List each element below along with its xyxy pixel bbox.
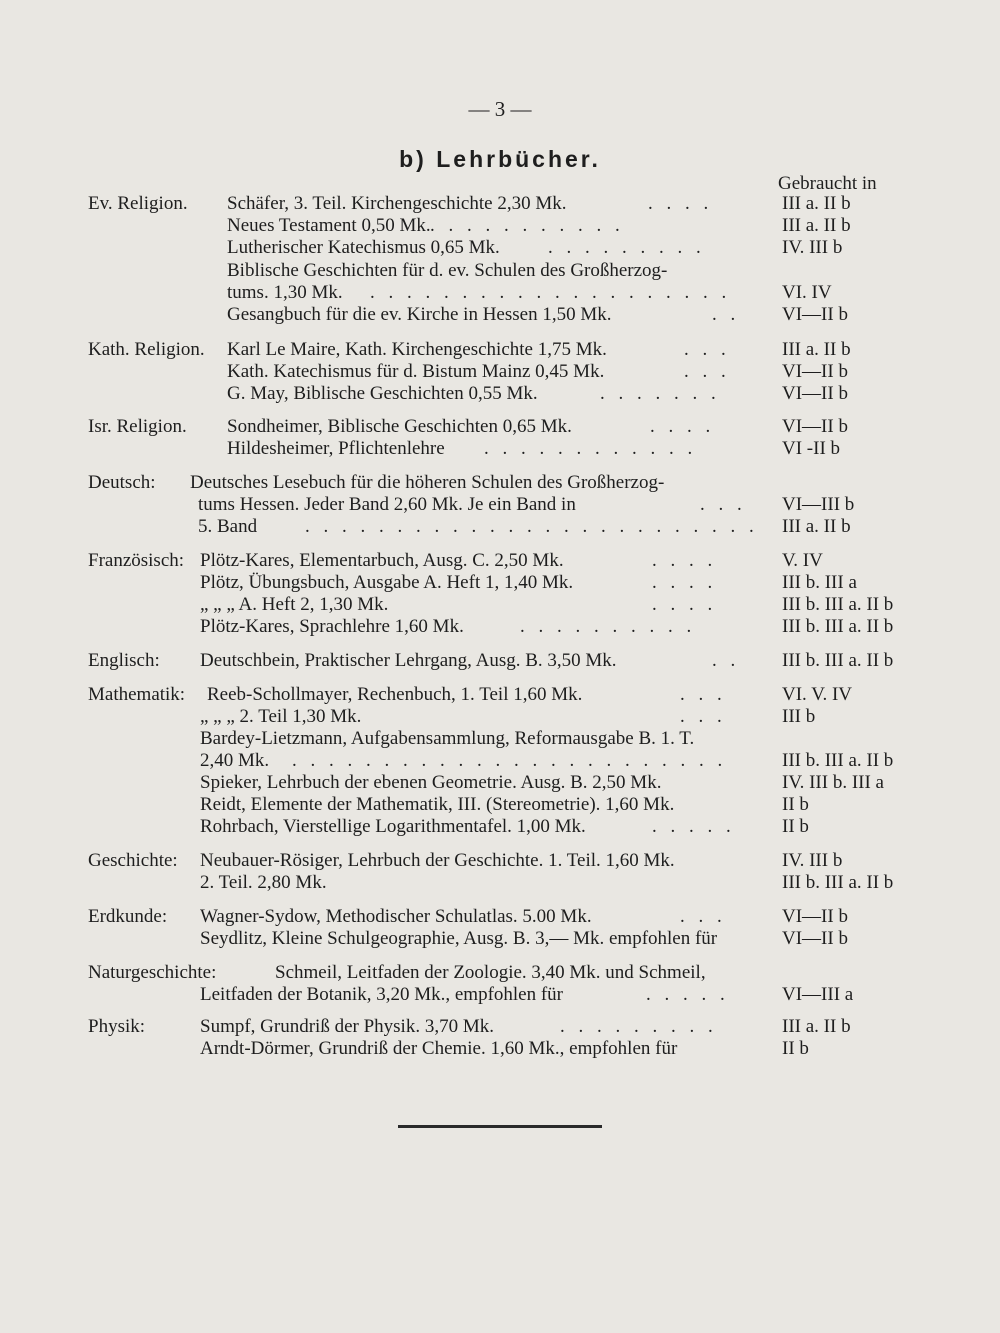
leader-dots: . . . xyxy=(684,339,731,360)
book-title: Reidt, Elemente der Mathematik, III. (Stereometrie). 1,60 Mk. xyxy=(200,794,675,815)
leader-dots: . . . . . . . . . . . . . . . . . . . . . . . . . xyxy=(305,516,759,537)
class-levels: III b. III a. II b xyxy=(782,872,894,893)
leader-dots: . . xyxy=(712,650,740,671)
book-title: Biblische Geschichten für d. ev. Schulen des Großherzog- xyxy=(227,260,668,281)
book-title: Plötz-Kares, Sprachlehre 1,60 Mk. xyxy=(200,616,464,637)
leader-dots: . . . . . . . . . . . xyxy=(430,215,625,236)
book-title: Leitfaden der Botanik, 3,20 Mk., empfohlen für xyxy=(200,984,564,1005)
class-levels: III b. III a. II b xyxy=(782,594,894,615)
book-title: tums. 1,30 Mk. xyxy=(227,282,343,303)
class-levels: VI—II b xyxy=(782,416,848,437)
book-title: Sumpf, Grundriß der Physik. 3,70 Mk. xyxy=(200,1016,494,1037)
book-title: Gesangbuch für die ev. Kirche in Hessen 1,50 Mk. xyxy=(227,304,612,325)
class-levels: III a. II b xyxy=(782,516,851,537)
book-title: Lutherischer Katechismus 0,65 Mk. xyxy=(227,237,500,258)
subject-label: Mathematik: xyxy=(88,684,186,705)
subject-label: Ev. Religion. xyxy=(88,193,188,214)
class-levels: III b. III a. II b xyxy=(782,616,894,637)
book-title: Plötz, Übungsbuch, Ausgabe A. Heft 1, 1,40 Mk. xyxy=(200,572,574,593)
book-title: 5. Band xyxy=(198,516,258,537)
book-title: Plötz-Kares, Elementarbuch, Ausg. C. 2,50 Mk. xyxy=(200,550,564,571)
class-levels: IV. III b xyxy=(782,850,843,871)
class-levels: VI -II b xyxy=(782,438,841,459)
book-title: Deutsches Lesebuch für die höheren Schulen des Großherzog- xyxy=(190,472,665,493)
book-title: Reeb-Schollmayer, Rechenbuch, 1. Teil 1,60 Mk. xyxy=(207,684,583,705)
class-levels: III b. III a. II b xyxy=(782,650,894,671)
class-levels: V. IV xyxy=(782,550,823,571)
class-levels: VI—III b xyxy=(782,494,855,515)
leader-dots: . . . xyxy=(680,706,727,727)
class-levels: III b xyxy=(782,706,816,727)
book-title: 2,40 Mk. xyxy=(200,750,270,771)
subject-label: Geschichte: xyxy=(88,850,178,871)
class-levels: VI. V. IV xyxy=(782,684,853,705)
book-title: Neubauer-Rösiger, Lehrbuch der Geschichte. 1. Teil. 1,60 Mk. xyxy=(200,850,675,871)
leader-dots: . . . . . . . . . . . . . . . . . . . . . . . . xyxy=(292,750,727,771)
book-title: Bardey-Lietzmann, Aufgabensammlung, Reformausgabe B. 1. T. xyxy=(200,728,695,749)
leader-dots: . . . . . . . . . xyxy=(548,237,706,258)
subject-label: Erdkunde: xyxy=(88,906,168,927)
subject-label: Deutsch: xyxy=(88,472,156,493)
book-title: Kath. Katechismus für d. Bistum Mainz 0,45 Mk. xyxy=(227,361,605,382)
leader-dots: . . . xyxy=(700,494,747,515)
class-levels: II b xyxy=(782,1038,809,1059)
leader-dots: . . xyxy=(712,304,740,325)
book-title: Wagner-Sydow, Methodischer Schulatlas. 5.00 Mk. xyxy=(200,906,592,927)
book-title: Arndt-Dörmer, Grundriß der Chemie. 1,60 Mk., empfohlen für xyxy=(200,1038,678,1059)
subject-label: Kath. Religion. xyxy=(88,339,205,360)
class-levels: IV. III b xyxy=(782,237,843,258)
book-title: „ „ „ 2. Teil 1,30 Mk. xyxy=(200,706,362,727)
subject-label: Physik: xyxy=(88,1016,146,1037)
book-title: Rohrbach, Vierstellige Logarithmentafel. 1,00 Mk. xyxy=(200,816,586,837)
book-title: „ „ „ A. Heft 2, 1,30 Mk. xyxy=(200,594,389,615)
book-title: Schmeil, Leitfaden der Zoologie. 3,40 Mk. und Schmeil, xyxy=(275,962,706,983)
class-levels: III b. III a xyxy=(782,572,857,593)
class-levels: II b xyxy=(782,816,809,837)
leader-dots: . . . . xyxy=(652,594,717,615)
leader-dots: . . . . . . . . . . xyxy=(520,616,696,637)
book-title: Seydlitz, Kleine Schulgeographie, Ausg. B. 3,— Mk. empfohlen für xyxy=(200,928,718,949)
class-levels: VI—II b xyxy=(782,383,848,404)
leader-dots: . . . . xyxy=(652,572,717,593)
book-title: 2. Teil. 2,80 Mk. xyxy=(200,872,327,893)
subject-label: Englisch: xyxy=(88,650,160,671)
book-title: G. May, Biblische Geschichten 0,55 Mk. xyxy=(227,383,538,404)
book-title: Karl Le Maire, Kath. Kirchengeschichte 1,75 Mk. xyxy=(227,339,607,360)
class-levels: III a. II b xyxy=(782,215,851,236)
leader-dots: . . . . . . . . . . . . xyxy=(484,438,697,459)
class-levels: III a. II b xyxy=(782,339,851,360)
class-levels: VI—II b xyxy=(782,361,848,382)
class-levels: III a. II b xyxy=(782,1016,851,1037)
section-heading: b) Lehrbücher. xyxy=(399,146,601,172)
leader-dots: . . . xyxy=(680,906,727,927)
class-levels: III b. III a. II b xyxy=(782,750,894,771)
class-levels: II b xyxy=(782,794,809,815)
class-levels: VI—II b xyxy=(782,304,848,325)
book-title: tums Hessen. Jeder Band 2,60 Mk. Je ein Band in xyxy=(198,494,576,515)
leader-dots: . . . xyxy=(680,684,727,705)
separator-rule xyxy=(398,1125,602,1128)
leader-dots: . . . . xyxy=(652,550,717,571)
book-title: Sondheimer, Biblische Geschichten 0,65 Mk. xyxy=(227,416,572,437)
class-levels: III a. II b xyxy=(782,193,851,214)
book-title: Spieker, Lehrbuch der ebenen Geometrie. Ausg. B. 2,50 Mk. xyxy=(200,772,662,793)
leader-dots: . . . . . . . . . . . . . . . . . . . . xyxy=(370,282,731,303)
subject-label: Naturgeschichte: xyxy=(88,962,217,983)
subject-label: Isr. Religion. xyxy=(88,416,187,437)
leader-dots: . . . . xyxy=(650,416,715,437)
book-title: Neues Testament 0,50 Mk. xyxy=(227,215,431,236)
column-header: Gebraucht in xyxy=(778,173,877,194)
leader-dots: . . . . . xyxy=(646,984,730,1005)
leader-dots: . . . . . xyxy=(652,816,736,837)
leader-dots: . . . . . . . . . xyxy=(560,1016,718,1037)
leader-dots: . . . xyxy=(684,361,731,382)
book-title: Hildesheimer, Pflichtenlehre xyxy=(227,438,445,459)
class-levels: IV. III b. III a xyxy=(782,772,884,793)
book-title: Deutschbein, Praktischer Lehrgang, Ausg. B. 3,50 Mk. xyxy=(200,650,617,671)
class-levels: VI. IV xyxy=(782,282,832,303)
book-title: Schäfer, 3. Teil. Kirchengeschichte 2,30 Mk. xyxy=(227,193,567,214)
class-levels: VI—II b xyxy=(782,906,848,927)
class-levels: VI—III a xyxy=(782,984,854,1005)
subject-label: Französisch: xyxy=(88,550,185,571)
leader-dots: . . . . xyxy=(648,193,713,214)
leader-dots: . . . . . . . xyxy=(600,383,721,404)
page-number: — 3 — xyxy=(468,97,532,121)
class-levels: VI—II b xyxy=(782,928,848,949)
